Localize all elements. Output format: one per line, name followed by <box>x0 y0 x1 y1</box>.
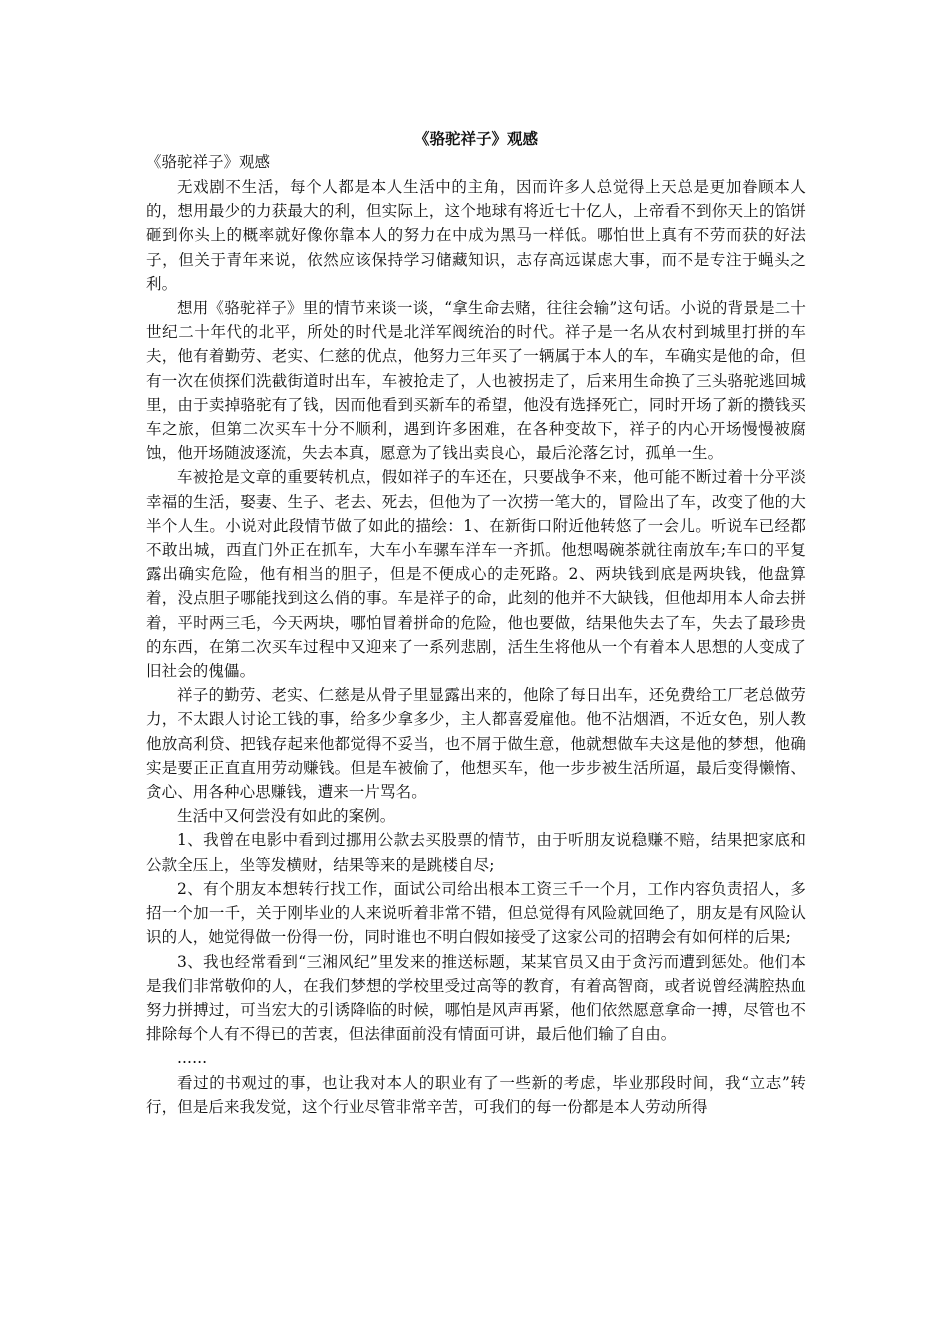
paragraph-case-2: 2、有个朋友本想转行找工作，面试公司给出根本工资三千一个月，工作内容负责招人，多招一个加一千，关于刚毕业的人来说听着非常不错，但总觉得有风险就回绝了，朋友是有风险认识的人，她觉得做一份得一份，同时谁也不明白假如接受了这家公司的招聘会有如何样的后果; <box>146 879 806 947</box>
paragraph-character: 祥子的勤劳、老实、仁慈是从骨子里显露出来的，他除了每日出车，还免费给工厂老总做劳力，不太跟人讨论工钱的事，给多少拿多少，主人都喜爱雇他。他不沾烟酒，不近女色，别人教他放高利贷、把钱存起来他都觉得不妥当，也不屑于做生意，他就想做车夫这是他的梦想，他确实是要正正直直用劳动赚钱。但是车被偷了，他想买车，他一步步被生活所逼，最后变得懒惰、贪心、用各种心思赚钱，遭来一片骂名。 <box>146 686 806 802</box>
document-body <box>146 175 806 1119</box>
document-page <box>146 128 806 1119</box>
paragraph-cases-intro: 生活中又何尝没有如此的案例。 <box>177 807 396 826</box>
paragraph-reflection: 看过的书观过的事，也让我对本人的职业有了一些新的考虑，毕业那段时间，我“立志”转行，但是后来我发觉，这个行业尽管非常辛苦，可我们的每一份都是本人劳动所得 <box>146 1073 806 1116</box>
document-title: 《骆驼祥子》观感 <box>413 129 538 148</box>
paragraph-intro: 无戏剧不生活，每个人都是本人生活中的主角，因而许多人总觉得上天总是更加眷顾本人的，想用最少的力获最大的利，但实际上，这个地球有将近七十亿人，上帝看不到你天上的馅饼砸到你头上的概率就好像你靠本人的努力在中成为黑马一样低。哪怕世上真有不劳而获的好法子，但关于青年来说，依然应该保持学习储藏知识，志存高远谋虑大事，而不是专注于蝇头之利。 <box>146 178 806 293</box>
paragraph-turning-point: 车被抢是文章的重要转机点，假如祥子的车还在，只要战争不来，他可能不断过着十分平淡幸福的生活，娶妻、生子、老去、死去，但他为了一次捞一笔大的，冒险出了车，改变了他的大半个人生。小说对此段情节做了如此的描绘：1、在新街口附近他转悠了一会儿。听说车已经都不敢出城，西直门外正在抓车，大车小车骡车洋车一齐抓。他想喝碗茶就往南放车;车口的平复露出确实危险，他有相当的胆子，但是不便成心的走死路。2、两块钱到底是两块钱，他盘算着，没点胆子哪能找到这么俏的事。车是祥子的命，此刻的他并不大缺钱，但他却用本人命去拼着，平时两三毛，今天两块，哪怕冒着拼命的危险，他也要做，结果他失去了车，失去了最珍贵的东西，在第二次买车过程中又迎来了一系列悲剧，活生生将他从一个有着本人思想的人变成了旧社会的傀儡。 <box>146 468 806 681</box>
paragraph-ellipsis: ...... <box>177 1049 208 1068</box>
document-subtitle: 《骆驼祥子》观感 <box>146 153 271 171</box>
paragraph-case-3: 3、我也经常看到“三湘风纪”里发来的推送标题，某某官员又由于贪污而遭到惩处。他们本是我们非常敬仰的人，在我们梦想的学校里受过高等的教育，有着高智商，或者说曾经满腔热血努力拼搏过，可当宏大的引诱降临的时候，哪怕是风声再紧，他们依然愿意拿命一搏，尽管也不排除每个人有不得已的苦衷，但法律面前没有情面可讲，最后他们输了自由。 <box>146 952 806 1044</box>
paragraph-case-1: 1、我曾在电影中看到过挪用公款去买股票的情节，由于听朋友说稳赚不赔，结果把家底和公款全压上，坐等发横财，结果等来的是跳楼自尽; <box>146 831 806 874</box>
paragraph-background: 想用《骆驼祥子》里的情节来谈一谈，“拿生命去赌，往往会输”这句话。小说的背景是二十世纪二十年代的北平，所处的时代是北洋军阀统治的时代。祥子是一名从农村到城里打拼的车夫，他有着勤劳、老实、仁慈的优点，他努力三年买了一辆属于本人的车，车确实是他的命，但有一次在侦探们洗截街道时出车，车被抢走了，人也被拐走了，后来用生命换了三头骆驼逃回城里，由于卖掉骆驼有了钱，因而他看到买新车的希望，他没有选择死亡，同时开场了新的攒钱买车之旅，但第二次买车十分不顺利，遇到许多困难，在各种变故下，祥子的内心开场慢慢被腐蚀，他开场随波逐流，失去本真，愿意为了钱出卖良心，最后沦落乞讨，孤单一生。 <box>146 299 806 463</box>
